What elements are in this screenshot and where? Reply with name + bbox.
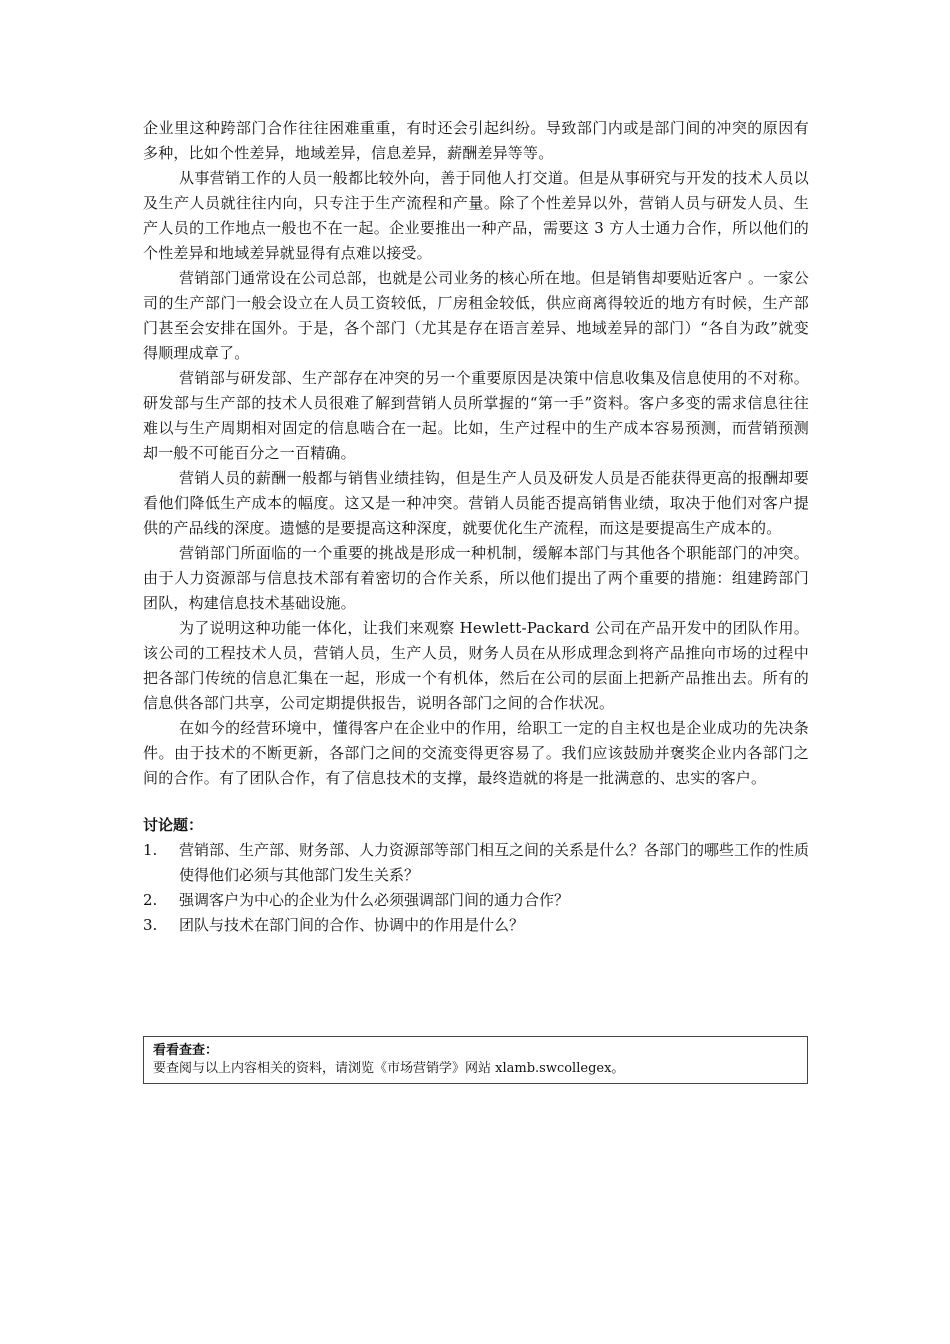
paragraph-8: 在如今的经营环境中，懂得客户在企业中的作用，给职工一定的自主权也是企业成功的先决条件。由于技术的不断更新，各部门之间的交流变得更容易了。我们应该鼓励并褒奖企业内各部门之间的合作。有了团队合作，有了信息技术的支撑，最终造就的将是一批满意的、忠实的客户。 — [143, 719, 809, 787]
question-number: 1. — [143, 841, 158, 859]
lookup-box-text: 要查阅与以上内容相关的资料，请浏览《市场营销学》网站 xlamb.swcollegex。 — [153, 1061, 625, 1076]
paragraph-5: 营销人员的薪酬一般都与销售业绩挂钩，但是生产人员及研发人员是否能获得更高的报酬却要看他们降低生产成本的幅度。这又是一种冲突。营销人员能否提高销售业绩，取决于他们对客户提供的产品线的深度。遗憾的是要提高这种深度，就要优化生产流程，而这是要提高生产成本的。 — [143, 469, 809, 537]
lookup-box-title: 看看查查： — [153, 1043, 219, 1058]
question-text: 强调客户为中心的企业为什么必须强调部门间的通力合作？ — [179, 891, 570, 909]
question-number: 2. — [143, 891, 158, 909]
question-text: 团队与技术在部门间的合作、协调中的作用是什么？ — [179, 916, 525, 934]
discussion-questions-list — [143, 838, 809, 938]
question-text: 营销部、生产部、财务部、人力资源部等部门相互之间的关系是什么？各部门的哪些工作的性质使得他们必须与其他部门发生关系？ — [179, 841, 810, 884]
paragraph-1: 企业里这种跨部门合作往往困难重重，有时还会引起纠纷。导致部门内或是部门间的冲突的原因有多种，比如个性差异，地域差异，信息差异，薪酬差异等等。 — [143, 119, 809, 162]
list-item — [143, 838, 809, 888]
lookup-box — [143, 1036, 808, 1084]
paragraph-2: 从事营销工作的人员一般都比较外向，善于同他人打交道。但是从事研究与开发的技术人员以及生产人员就往往内向，只专注于生产流程和产量。除了个性差异以外，营销人员与研发人员、生产人员的工作地点一般也不在一起。企业要推出一种产品，需要这 3 方人士通力合作，所以他们的个性差异和地域差异就显得有点难以接受。 — [143, 169, 809, 262]
paragraph-3: 营销部门通常设在公司总部，也就是公司业务的核心所在地。但是销售却要贴近客户 。一家公司的生产部门一般会设立在人员工资较低，厂房租金较低，供应商离得较近的地方有时候，生产部门甚至会安排在国外。于是，各个部门（尤其是存在语言差异、地域差异的部门）“各自为政”就变得顺理成章了。 — [143, 269, 809, 362]
list-item — [143, 913, 809, 938]
discussion-questions-heading: 讨论题： — [143, 816, 204, 834]
paragraph-4: 营销部与研发部、生产部存在冲突的另一个重要原因是决策中信息收集及信息使用的不对称。研发部与生产部的技术人员很难了解到营销人员所掌握的“第一手”资料。客户多变的需求信息往往难以与生产周期相对固定的信息啮合在一起。比如，生产过程中的生产成本容易预测，而营销预测却一般不可能百分之一百精确。 — [143, 369, 809, 462]
paragraph-6: 营销部门所面临的一个重要的挑战是形成一种机制，缓解本部门与其他各个职能部门的冲突。由于人力资源部与信息技术部有着密切的合作关系，所以他们提出了两个重要的措施：组建跨部门团队，构建信息技术基础设施。 — [143, 544, 809, 612]
question-number: 3. — [143, 916, 158, 934]
list-item — [143, 888, 809, 913]
paragraph-7: 为了说明这种功能一体化，让我们来观察 Hewlett-Packard 公司在产品开发中的团队作用。该公司的工程技术人员，营销人员，生产人员，财务人员在从形成理念到将产品推向市场的过程中把各部门传统的信息汇集在一起，形成一个有机体，然后在公司的层面上把新产品推出去。所有的信息供各部门共享，公司定期提供报告，说明各部门之间的合作状况。 — [143, 619, 809, 712]
document-body — [143, 116, 809, 938]
